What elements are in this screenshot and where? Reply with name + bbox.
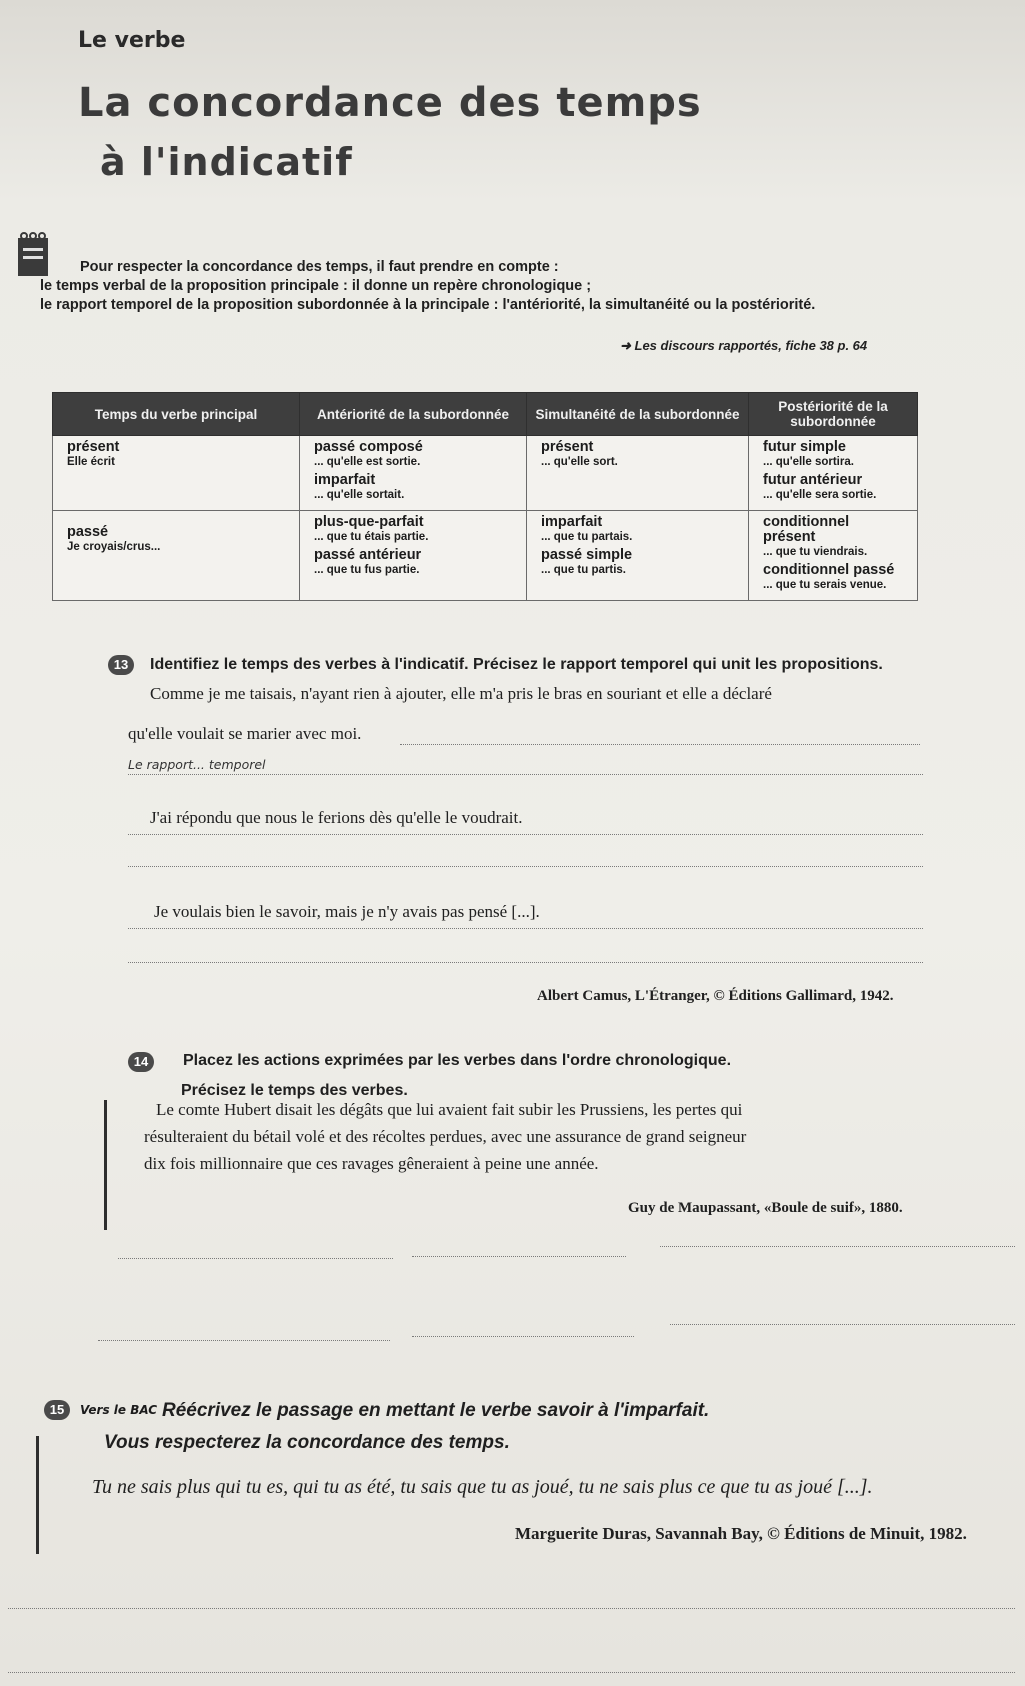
header-simultaneity: Simultanéité de la subordonnée	[527, 393, 749, 436]
table-row	[53, 436, 918, 511]
exercise-13-sentence-1a: Comme je me taisais, n'ayant rien à ajouter, elle m'a pris le bras en souriant et elle a déclaré	[150, 684, 772, 703]
exercise-14-text-line-3: dix fois millionnaire que ces ravages gêneraient à peine une année.	[144, 1154, 599, 1173]
answer-line	[412, 1336, 634, 1337]
cell-main-present: présent Elle écrit	[53, 436, 300, 511]
exercise-13-sentence-3: Je voulais bien le savoir, mais je n'y avais pas pensé [...].	[154, 902, 540, 921]
intro-line-2: le temps verbal de la proposition principale : il donne un repère chronologique ;	[40, 278, 592, 294]
intro-line-3: le rapport temporel de la proposition subordonnée à la principale : l'antériorité, la simultanéité ou la postériorité.	[40, 297, 816, 313]
answer-line	[128, 962, 923, 963]
exercise-15-instruction-1: Réécrivez le passage en mettant le verbe savoir à l'imparfait.	[162, 1400, 710, 1421]
exercise-13-sentence-1b: qu'elle voulait se marier avec moi.	[128, 724, 362, 743]
answer-line	[412, 1256, 626, 1257]
header-main-tense: Temps du verbe principal	[53, 393, 300, 436]
chapter-topic: Le verbe	[78, 28, 186, 53]
answer-line	[8, 1672, 1015, 1673]
handwritten-answer: Le rapport... temporel	[128, 757, 266, 772]
exercise-14-number: 14	[128, 1052, 154, 1072]
exercise-14-instruction-1: Placez les actions exprimées par les verbes dans l'ordre chronologique.	[183, 1052, 732, 1069]
exercise-13-sentence-2: J'ai répondu que nous le ferions dès qu'elle le voudrait.	[150, 808, 523, 827]
exercise-15-source: Marguerite Duras, Savannah Bay, © Éditions de Minuit, 1982.	[515, 1524, 967, 1543]
answer-line	[128, 774, 923, 775]
table-row	[53, 511, 918, 601]
exercise-15-instruction-2: Vous respecterez la concordance des temps.	[104, 1432, 510, 1453]
exercise-14-source: Guy de Maupassant, «Boule de suif», 1880.	[628, 1200, 903, 1216]
answer-line	[98, 1340, 390, 1341]
cell-main-past: passé Je croyais/crus...	[53, 511, 300, 601]
quote-bar	[36, 1436, 39, 1554]
exercise-14-text	[144, 1096, 936, 1177]
bac-tag: Vers le BAC	[80, 1403, 158, 1417]
intro-line-1: Pour respecter la concordance des temps, il faut prendre en compte :	[80, 259, 559, 275]
answer-line	[128, 928, 923, 929]
answer-line	[400, 744, 920, 745]
page-subtitle: à l'indicatif	[100, 140, 353, 184]
quote-bar	[104, 1100, 107, 1230]
exercise-14-instruction-2: Précisez le temps des verbes.	[181, 1082, 408, 1099]
exercise-13-instruction: Identifiez le temps des verbes à l'indicatif. Précisez le rapport temporel qui unit les propositions.	[150, 656, 883, 673]
exercise-15-text: Tu ne sais plus qui tu es, qui tu as été, tu sais que tu as joué, tu ne sais plus ce que tu as joué [...].	[92, 1476, 873, 1498]
answer-line	[670, 1324, 1015, 1325]
cell-sim-present: présent ... qu'elle sort.	[527, 436, 749, 511]
exercise-14-text-line-2: résulteraient du bétail volé et des récoltes perdues, avec une assurance de grand seigneur	[144, 1127, 747, 1146]
answer-line	[128, 866, 923, 867]
cross-reference: ➜ Les discours rapportés, fiche 38 p. 64	[620, 338, 868, 353]
cell-ant-present: passé composé ... qu'elle est sortie. imparfait ... qu'elle sortait.	[300, 436, 527, 511]
cell-post-present: futur simple ... qu'elle sortira. futur antérieur ... qu'elle sera sortie.	[749, 436, 918, 511]
table-header-row	[53, 393, 918, 436]
cell-sim-past: imparfait ... que tu partais. passé simple ... que tu partis.	[527, 511, 749, 601]
cell-post-past: conditionnel présent ... que tu viendrais. conditionnel passé ... que tu serais venue.	[749, 511, 918, 601]
exercise-13-number: 13	[108, 655, 134, 675]
answer-line	[8, 1608, 1015, 1609]
page-title: La concordance des temps	[78, 80, 702, 126]
answer-line	[118, 1258, 393, 1259]
header-anteriority: Antériorité de la subordonnée	[300, 393, 527, 436]
exercise-13-source: Albert Camus, L'Étranger, © Éditions Gallimard, 1942.	[537, 988, 894, 1004]
concordance-table	[52, 392, 918, 601]
cell-ant-past: plus-que-parfait ... que tu étais partie. passé antérieur ... que tu fus partie.	[300, 511, 527, 601]
header-posteriority: Postériorité de la subordonnée	[749, 393, 918, 436]
intro-rule	[40, 258, 920, 315]
answer-line	[128, 834, 923, 835]
exercise-14-text-line-1: Le comte Hubert disait les dégâts que lui avaient fait subir les Prussiens, les pertes qui	[156, 1100, 743, 1119]
answer-line	[660, 1246, 1015, 1247]
exercise-15-number: 15	[44, 1400, 70, 1420]
